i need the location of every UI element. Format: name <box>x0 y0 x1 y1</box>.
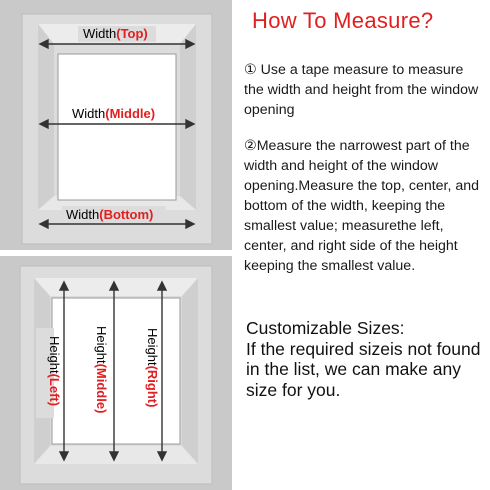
width-middle-label: Width(Middle) <box>72 106 156 121</box>
height-middle-label: Height(Middle) <box>94 326 109 414</box>
page-title: How To Measure? <box>252 8 434 33</box>
height-diagram <box>0 256 232 490</box>
custom-sizes-heading: Customizable Sizes: <box>246 318 405 338</box>
custom-sizes-text: If the required sizeis not found in the list, we can make any size for you. <box>246 338 481 400</box>
frame-left-bevel <box>38 24 54 210</box>
frame-right-bevel <box>180 24 196 210</box>
custom-sizes-note <box>246 318 486 400</box>
step2-text: ②Measure the narrowest part of the width and height of the window opening.Measure the top, center, and bottom of the width, keeping the smallest value; measurethe left, center, and right side of the height keeping the smallest value. <box>244 138 480 274</box>
height-left-label: Height(Left) <box>47 336 62 407</box>
step1-text: ① Use a tape measure to measure the width and height from the window opening <box>244 62 479 118</box>
window-glass <box>58 54 176 200</box>
width-bottom-label: Width(Bottom) <box>66 207 154 222</box>
height-right-label: Height(Right) <box>145 328 160 408</box>
step2-marker: ② <box>244 138 257 154</box>
width-diagram <box>0 0 232 250</box>
step1-marker: ① <box>244 62 257 78</box>
width-top-label: Width(Top) <box>83 26 148 41</box>
